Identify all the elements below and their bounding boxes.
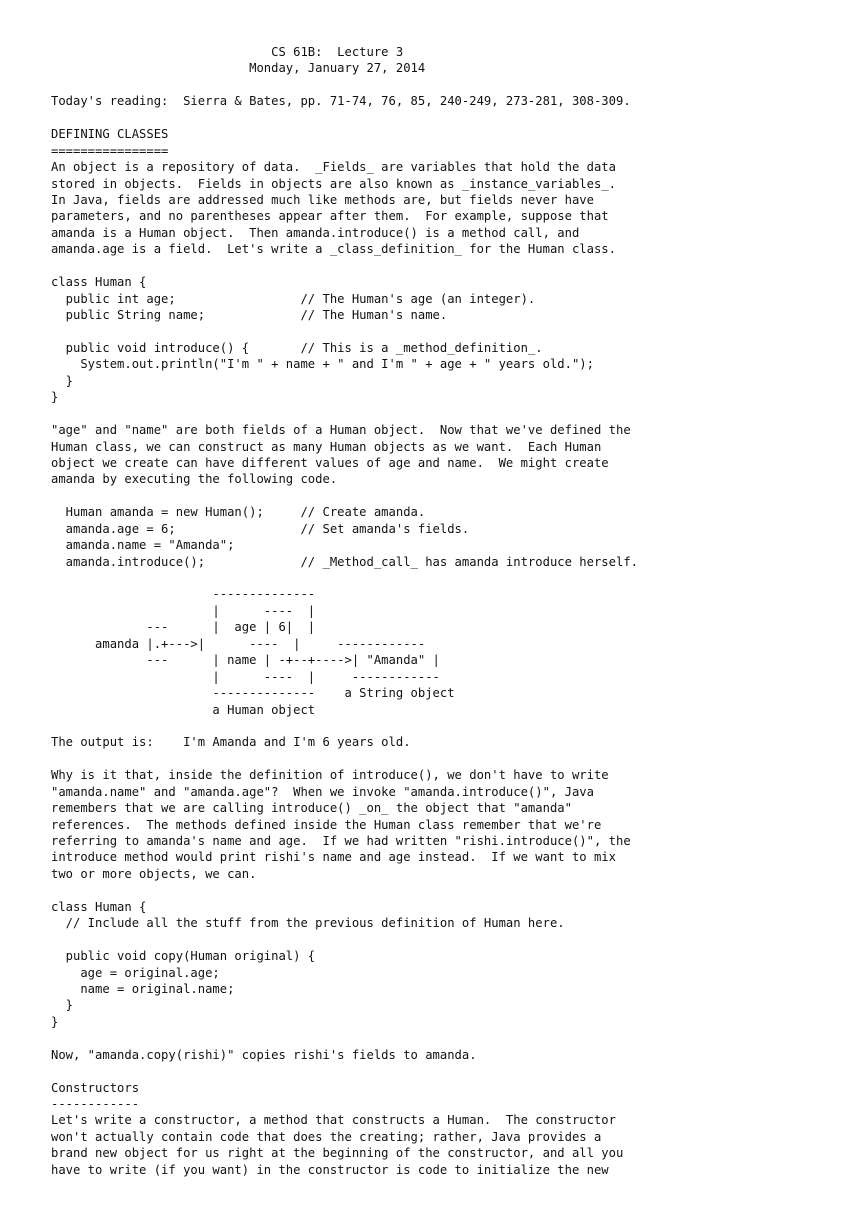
document-line (51, 1063, 851, 1079)
document-line: --- | age | 6| | (51, 620, 316, 635)
document-line: won't actually contain code that does the creating; rather, Java provides a (51, 1129, 602, 1144)
document-line (51, 932, 851, 948)
document-line: } (51, 1014, 59, 1029)
document-line: -------------- (51, 587, 316, 602)
document-line: object we create can have different values of age and name. We might create (51, 455, 609, 470)
document-line: CS 61B: Lecture 3 (51, 45, 404, 59)
document-line: The output is: I'm Amanda and I'm 6 years old. (51, 735, 411, 750)
document-line: DEFINING CLASSES (51, 127, 169, 142)
document-line: references. The methods defined inside the Human class remember that we're (51, 817, 602, 832)
document-line: Let's write a constructor, a method that constructs a Human. The constructor (51, 1113, 616, 1128)
document-line: Why is it that, inside the definition of introduce(), we don't have to write (51, 768, 609, 783)
document-line: name = original.name; (51, 981, 235, 996)
document-line: An object is a repository of data. _Fields_ are variables that hold the data (51, 160, 616, 175)
document-line: ================ (51, 143, 169, 158)
document-line: Now, "amanda.copy(rishi)" copies rishi's fields to amanda. (51, 1047, 477, 1062)
document-line: class Human { (51, 899, 147, 914)
document-line: public String name; // The Human's name. (51, 308, 448, 322)
document-line: // Include all the stuff from the previous definition of Human here. (51, 916, 565, 931)
document-line: Today's reading: Sierra & Bates, pp. 71-74, 76, 85, 240-249, 273-281, 308-309. (51, 94, 631, 109)
document-line: In Java, fields are addressed much like methods are, but fields never have (51, 192, 594, 207)
document-line: | ---- | ------------ (51, 669, 440, 684)
document-line: have to write (if you want) in the constructor is code to initialize the new (51, 1162, 609, 1177)
lecture-notes-document (51, 44, 851, 1178)
document-line: amanda.age is a field. Let's write a _class_definition_ for the Human class. (51, 242, 616, 257)
document-line (51, 488, 851, 504)
document-line: amanda.name = "Amanda"; (51, 538, 235, 553)
document-line: } (51, 373, 74, 388)
document-line: public int age; // The Human's age (an integer). (51, 291, 536, 306)
document-line: introduce method would print rishi's name and age instead. If we want to mix (51, 850, 616, 865)
document-line: -------------- a String object (51, 686, 455, 701)
document-line (51, 77, 851, 93)
document-line: amanda is a Human object. Then amanda.introduce() is a method call, and (51, 225, 580, 240)
document-line (51, 718, 851, 734)
document-line: amanda.introduce(); // _Method_call_ has amanda introduce herself. (51, 554, 638, 569)
document-line: --- | name | -+--+---->| "Amanda" | (51, 653, 440, 668)
document-line: a Human object (51, 702, 316, 717)
document-line: amanda.age = 6; // Set amanda's fields. (51, 521, 470, 536)
document-line: age = original.age; (51, 965, 220, 980)
document-line: "amanda.name" and "amanda.age"? When we invoke "amanda.introduce()", Java (51, 784, 594, 799)
document-line: remembers that we are calling introduce() _on_ the object that "amanda" (51, 801, 572, 816)
document-line: amanda by executing the following code. (51, 472, 338, 487)
document-line: referring to amanda's name and age. If we had written "rishi.introduce()", the (51, 834, 631, 848)
document-line: Human class, we can construct as many Human objects as we want. Each Human (51, 439, 602, 454)
document-line: } (51, 390, 59, 405)
document-line (51, 258, 851, 274)
document-line: public void copy(Human original) { (51, 949, 316, 964)
document-line: } (51, 998, 74, 1013)
document-line: ------------ (51, 1097, 140, 1111)
document-line: | ---- | (51, 603, 316, 618)
document-line: parameters, and no parentheses appear after them. For example, suppose that (51, 209, 609, 224)
document-line: two or more objects, we can. (51, 866, 257, 881)
document-line (51, 110, 851, 126)
document-line: brand new object for us right at the beginning of the constructor, and all you (51, 1146, 624, 1161)
document-line (51, 406, 851, 422)
document-line (51, 882, 851, 898)
document-line: "age" and "name" are both fields of a Human object. Now that we've defined the (51, 423, 631, 438)
document-line: System.out.println("I'm " + name + " and I'm " + age + " years old."); (51, 357, 594, 372)
document-line (51, 1030, 851, 1046)
document-line (51, 323, 851, 339)
document-line: Constructors (51, 1080, 140, 1095)
document-line: amanda |.+--->| ---- | ------------ (51, 636, 426, 651)
document-line: stored in objects. Fields in objects are also known as _instance_variables_. (51, 176, 616, 191)
document-line: class Human { (51, 275, 147, 290)
document-line: public void introduce() { // This is a _method_definition_. (51, 340, 543, 355)
document-line (51, 751, 851, 767)
document-line: Monday, January 27, 2014 (51, 61, 426, 76)
document-line (51, 570, 851, 586)
document-line: Human amanda = new Human(); // Create amanda. (51, 505, 426, 520)
